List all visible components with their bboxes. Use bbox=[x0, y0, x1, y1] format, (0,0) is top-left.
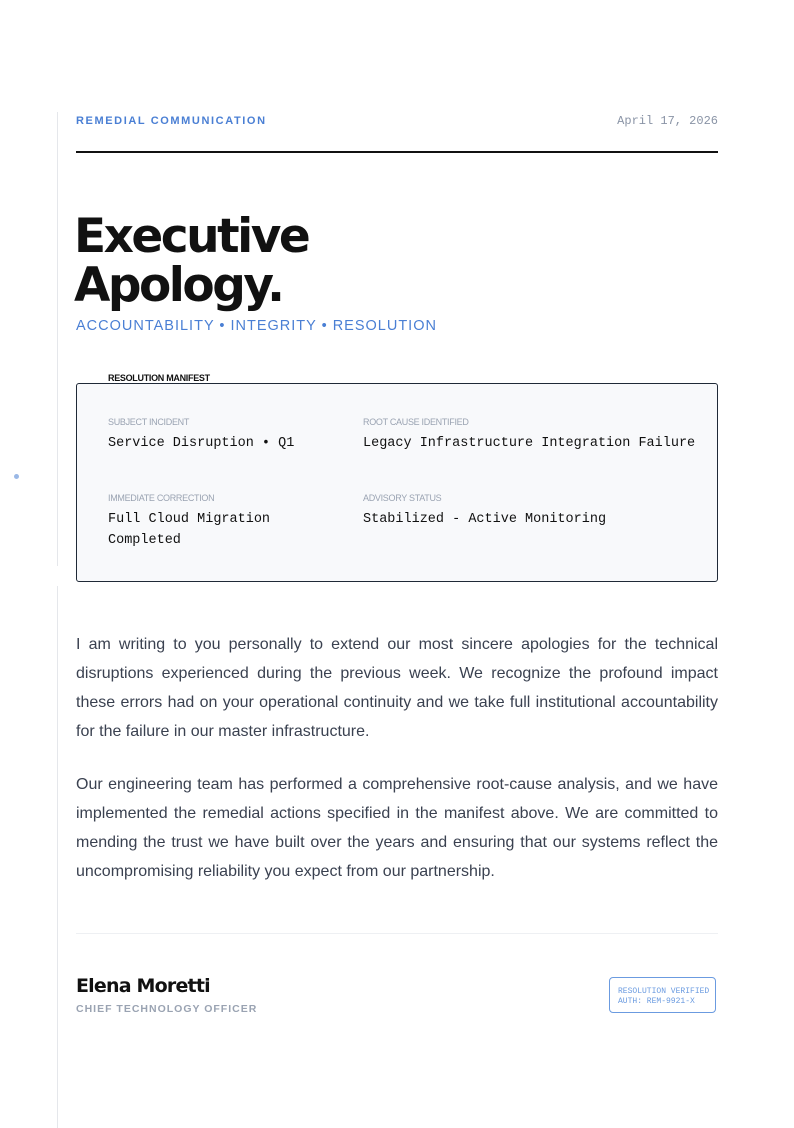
left-margin-rule-lower bbox=[57, 586, 58, 1128]
signer-name: Elena Moretti bbox=[76, 975, 210, 997]
immediate-correction-label: IMMEDIATE CORRECTION bbox=[108, 493, 215, 503]
footer-divider bbox=[76, 933, 718, 934]
body-paragraph-2: Our engineering team has performed a comprehensive root-cause analysis, and we have implemented the remedial actions specified in the manifest above. We are committed to mending the trust we have built over the years and ensuring that our systems reflect the uncompromising reliability you expect from our partnership. bbox=[76, 776, 718, 880]
body-paragraph-1: I am writing to you personally to extend our most sincere apologies for the technical disruptions experienced during the previous week. We recognize the profound impact these errors had on your operational continuity and we take full institutional accountability for the failure in our master infrastructure. bbox=[76, 636, 718, 740]
advisory-status-label: ADVISORY STATUS bbox=[363, 493, 442, 503]
resolution-manifest-box bbox=[76, 383, 718, 582]
left-margin-rule bbox=[57, 112, 58, 566]
title-line-1: Executive bbox=[74, 209, 309, 264]
document-category: REMEDIAL COMMUNICATION bbox=[76, 115, 267, 127]
verification-stamp bbox=[609, 977, 716, 1013]
root-cause-label: ROOT CAUSE IDENTIFIED bbox=[363, 417, 469, 427]
immediate-correction-value-line1: Full Cloud Migration bbox=[108, 512, 271, 527]
subject-incident-label: SUBJECT INCIDENT bbox=[108, 417, 190, 427]
margin-dot bbox=[14, 474, 19, 479]
title-line-2: Apology. bbox=[74, 258, 283, 313]
advisory-status-value: Stabilized - Active Monitoring bbox=[363, 512, 607, 527]
stamp-line-2: AUTH: REM-9921-X bbox=[618, 997, 695, 1006]
manifest-legend: RESOLUTION MANIFEST bbox=[102, 373, 216, 383]
header-divider bbox=[76, 151, 718, 153]
root-cause-value: Legacy Infrastructure Integration Failure bbox=[363, 436, 696, 451]
subject-incident-value: Service Disruption • Q1 bbox=[108, 436, 295, 451]
tagline: ACCOUNTABILITY • INTEGRITY • RESOLUTION bbox=[76, 318, 437, 334]
page-title bbox=[74, 209, 309, 313]
stamp-line-1: RESOLUTION VERIFIED bbox=[618, 987, 710, 996]
immediate-correction-value-line2: Completed bbox=[108, 533, 181, 548]
document-date: April 17, 2026 bbox=[617, 114, 718, 128]
signer-role: CHIEF TECHNOLOGY OFFICER bbox=[76, 1003, 258, 1015]
